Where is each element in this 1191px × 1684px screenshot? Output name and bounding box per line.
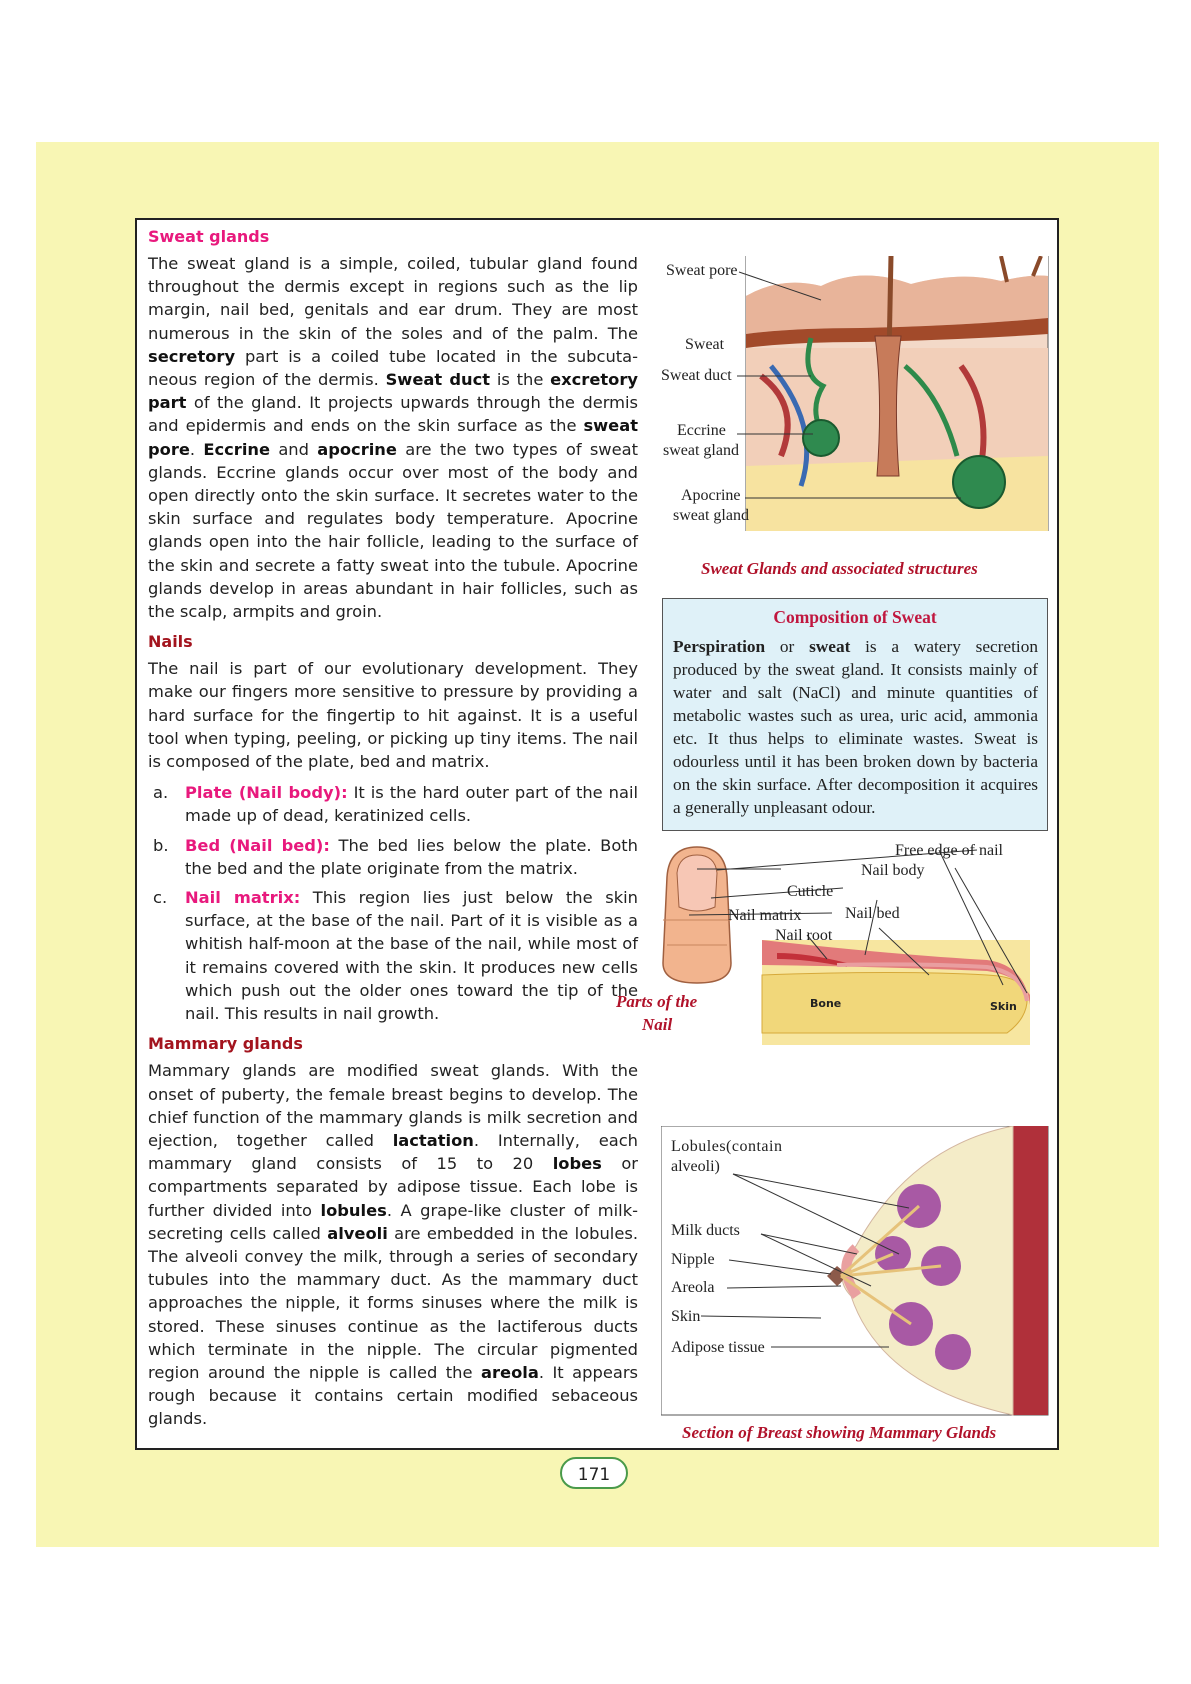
sweat-glands-heading: Sweat glands — [148, 227, 270, 246]
label-sweat: Sweat — [685, 336, 725, 353]
label-sweat-pore: Sweat pore — [666, 262, 738, 279]
nail-item-bed: b. Bed (Nail bed): The bed lies below the plate. Both the bed and the plate originate from the matrix. — [153, 835, 638, 878]
label-apocrine-gland: sweat gland — [673, 507, 749, 524]
mammary-glands-heading: Mammary glands — [148, 1034, 303, 1054]
nail-item-plate: a. Plate (Nail body): It is the hard outer part of the nail made up of dead, keratinized cells. — [153, 783, 639, 826]
sweat-gland-figure — [661, 256, 1049, 531]
label-nail-matrix: Nail matrix — [728, 907, 802, 924]
mammary-glands-paragraph: Mammary glands are modified sweat glands. With the onset of puberty, the female breast begins to develop. The chief function of the mammary glands is milk secretion and ejection, together called lactation. Internally, each mammary gland consists of 15 to 20 lobes or compartments separated by adipose tissue. Each lobe is further divided into lobules. A grape-like cluster of milk-secreting cells called alveoli are embedded in the lobules. The alveoli convey the milk, through a series of secondary tubules into the mammary duct. As the mammary duct approaches the nipple, it forms sinuses where the milk is stored. These sinuses continue as the lactiferous ducts which terminate in the nipple. The circular pigmented region around the nipple is called the areola. It appears rough because it contains certain modified sebaceous glands. — [148, 1061, 639, 1429]
page-number: 171 — [560, 1457, 628, 1489]
breast-figure — [661, 1126, 1049, 1416]
nails-paragraph: The nail is part of our evolutionary development. They make our fingers more sensitive to pressure by providing a hard surface for the fingertip to hit against. It is a useful tool when typing, peeling, or picking up tiny items. The nail is composed of the plate, bed and matrix. — [148, 659, 638, 772]
label-areola: Areola — [671, 1279, 715, 1296]
label-nail-body: Nail body — [861, 862, 925, 879]
composition-of-sweat-box — [662, 598, 1048, 831]
label-lobules: Lobules(contain — [671, 1138, 783, 1155]
content-frame — [135, 218, 1059, 1450]
nail-figure-caption-line2: Nail — [642, 1015, 673, 1034]
label-skin-breast: Skin — [671, 1308, 701, 1325]
label-adipose: Adipose tissue — [671, 1339, 765, 1356]
nail-item-matrix: c. Nail matrix: This region lies just below the skin surface, at the base of the nail. Part of it is visible as a whitish half-moon at the base of the nail, while most of it remains covered with the skin. It produces new cells which push out the older ones toward the tip of the nail. This results in nail growth. — [153, 888, 638, 1024]
label-alveoli: alveoli) — [671, 1158, 720, 1175]
nail-figure-caption-line1: Parts of the — [616, 992, 698, 1011]
label-eccrine-gland: sweat gland — [663, 442, 739, 459]
nails-heading: Nails — [148, 632, 193, 652]
nail-illustration — [657, 845, 1053, 1045]
label-skin-nail: Skin — [990, 1000, 1017, 1013]
label-apocrine: Apocrine — [681, 487, 741, 504]
sweat-figure-caption: Sweat Glands and associated structures — [701, 559, 978, 578]
left-column — [148, 226, 638, 1439]
label-cuticle: Cuticle — [787, 883, 834, 900]
label-nail-bed: Nail bed — [845, 905, 900, 922]
label-bone: Bone — [810, 997, 842, 1010]
label-free-edge: Free edge of nail — [895, 842, 1003, 859]
composition-text: Perspiration or sweat is a watery secretion produced by the sweat gland. It consists mainly of water and salt (NaCl) and minute quantities of metabolic wastes such as urea, uric acid, ammonia etc. It thus helps to eliminate wastes. Sweat is odourless until it has been broken down by bacteria on the skin surface. After decomposition it acquires a generally unpleasant odour. — [673, 637, 1038, 817]
label-milk-ducts: Milk ducts — [671, 1222, 740, 1239]
label-nail-root: Nail root — [775, 927, 833, 944]
sweat-glands-paragraph: The sweat gland is a simple, coiled, tubular gland found throughout the dermis except in regions such as the lip margin, nail bed, genitals and ear drum. They are most numerous in the skin of the soles and of the palm. The secretory part is a coiled tube located in the subcuta-neous region of the dermis. Sweat duct is the excretory part of the gland. It projects upwards through the dermis and epidermis and ends on the skin surface as the sweat pore. Eccrine and apocrine are the two types of sweat glands. Eccrine glands occur over most of the body and open directly onto the skin surface. It secretes water to the skin surface and regulates body temperature. Apocrine glands open into the hair follicle, leading to the surface of the skin and secrete a fatty sweat into the tubule. Apocrine glands develop in areas abundant in hair follicles, such as the scalp, armpits and groin. — [148, 254, 638, 622]
composition-title: Composition of Sweat — [773, 607, 937, 627]
label-sweat-duct: Sweat duct — [661, 367, 732, 384]
breast-figure-caption: Section of Breast showing Mammary Glands — [682, 1423, 997, 1442]
nail-figure — [657, 842, 1053, 1045]
label-eccrine: Eccrine — [677, 422, 726, 439]
label-nipple: Nipple — [671, 1251, 715, 1268]
